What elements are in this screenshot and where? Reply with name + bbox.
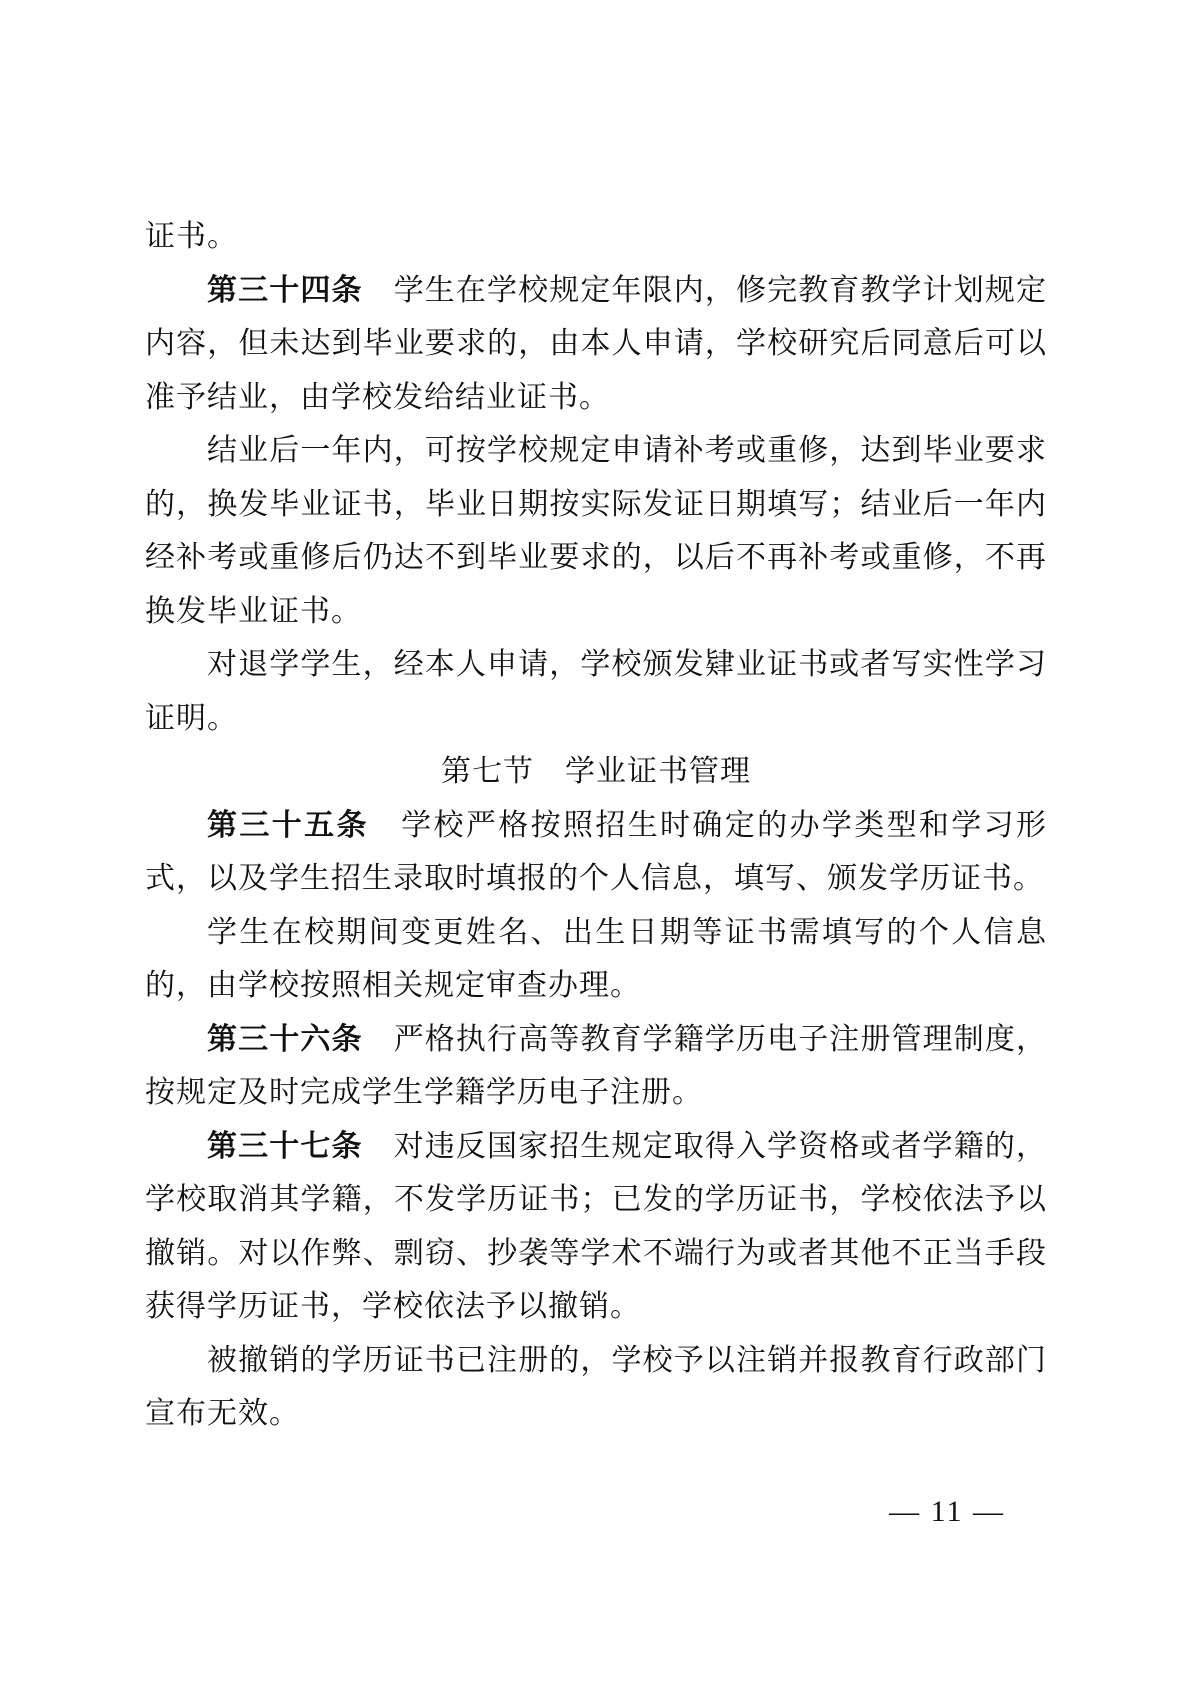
paragraph [145, 638, 1047, 745]
paragraph [145, 210, 1047, 264]
article-number: 第三十七条 [207, 1129, 363, 1163]
article-number: 第三十六条 [207, 1022, 363, 1056]
paragraph [145, 1013, 1047, 1120]
paragraph [145, 906, 1047, 1013]
paragraph [145, 1120, 1047, 1334]
paragraph [145, 424, 1047, 638]
document-content [145, 210, 1047, 1441]
section-heading [145, 745, 1047, 799]
text-run: 学校严格按照招生时确定的办学类型和学习形式，以及学生招生录取时填报的个人信息，填写、颁发学历证书。 [145, 808, 1048, 895]
text-run: 结业后一年内，可按学校规定申请补考或重修，达到毕业要求的，换发毕业证书，毕业日期按实际发证日期填写；结业后一年内经补考或重修后仍达不到毕业要求的，以后不再补考或重修，不再换发毕业证书。 [145, 434, 1047, 628]
text-run: 严格执行高等教育学籍学历电子注册管理制度，按规定及时完成学生学籍学历电子注册。 [145, 1022, 1048, 1109]
text-run: 学生在校期间变更姓名、出生日期等证书需填写的个人信息的，由学校按照相关规定审查办理。 [145, 915, 1047, 1002]
article-number: 第三十五条 [207, 808, 369, 842]
paragraph [145, 1334, 1047, 1441]
text-run: 第七节 学业证书管理 [441, 755, 751, 788]
paragraph [145, 799, 1047, 906]
page-number: — 11 — [889, 1495, 1005, 1528]
text-run: 对退学学生，经本人申请，学校颁发肄业证书或者写实性学习证明。 [145, 648, 1047, 735]
paragraph [145, 264, 1047, 425]
text-run: 对违反国家招生规定取得入学资格或者学籍的，学校取消其学籍，不发学历证书；已发的学历证书，学校依法予以撤销。对以作弊、剽窃、抄袭等学术不端行为或者其他不正当手段获得学历证书，学校依法予以撤销。 [145, 1129, 1048, 1323]
text-run: 证书。 [145, 220, 238, 253]
text-run: 学生在学校规定年限内，修完教育教学计划规定内容，但未达到毕业要求的，由本人申请，学校研究后同意后可以准予结业，由学校发给结业证书。 [145, 273, 1048, 414]
text-run: 被撤销的学历证书已注册的，学校予以注销并报教育行政部门宣布无效。 [145, 1343, 1047, 1430]
article-number: 第三十四条 [207, 273, 363, 307]
